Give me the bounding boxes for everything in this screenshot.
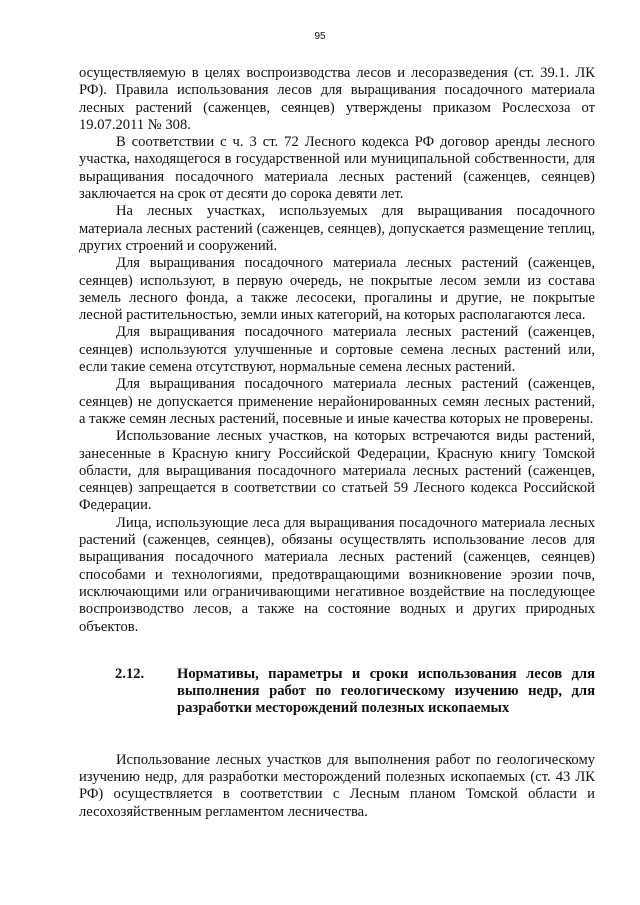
page-number: 95 <box>314 31 326 42</box>
paragraph-red-book: Использование лесных участков, на которых встречаются виды растений, занесенные в Красную книгу Российской Федерации, Красную книгу Томской области, для выращивания посадочного материала лесных растений (саженцев, сеянцев) запрещается в соответствии со статьей 59 Лесного кодекса Российской Федерации. <box>79 428 595 514</box>
paragraph-land-use: Для выращивания посадочного материала лесных растений (саженцев, сеянцев) используют, в первую очередь, не покрытые лесом земли из состава земель лесного фонда, а также лесосеки, прогалины и другие, не покрытые лесной растительностью, земли иных категорий, на которых располагаются леса. <box>79 255 595 324</box>
section-spacer <box>79 718 595 752</box>
paragraph-continuation: осуществляемую в целях воспроизводства лесов и лесоразведения (ст. 39.1. ЛК РФ). Правила использования лесов для выращивания посадочного материала лесных растений (саженцев, сеянцев) утверждены приказом Рослесхоза от 19.07.2011 № 308. <box>79 65 595 133</box>
paragraph-obligations: Лица, использующие леса для выращивания посадочного материала лесных растений (саженцев, сеянцев), обязаны осуществлять использование лесов для выращивания посадочного материала лесных растений (саженцев, сеянцев) способами и технологиями, предотвращающими возникновение эрозии почв, исключающими или ограничивающими негативное воздействие на последующее воспроизводство лесов, а также на состояние водных и других природных объектов. <box>79 514 595 635</box>
paragraph-geology: Использование лесных участков для выполнения работ по геологическому изучению недр, для разработки месторождений полезных ископаемых (ст. 43 ЛК РФ) осуществляется в соответствии с Лесным планом Томской области и лесохозяйственным регламентом лесничества. <box>79 751 595 820</box>
paragraph-greenhouses: На лесных участках, используемых для выращивания посадочного материала лесных растений (саженцев, сеянцев), допускается размещение теплиц, других строений и сооружений. <box>79 203 595 254</box>
section-number: 2.12. <box>115 665 145 682</box>
paragraph-seeds: Для выращивания посадочного материала лесных растений (саженцев, сеянцев) используются улучшенные и сортовые семена лесных растений или, если такие семена отсутствуют, нормальные семена лесных растений. <box>79 324 595 376</box>
body-text <box>79 65 595 821</box>
paragraph-lease-term: В соответствии с ч. 3 ст. 72 Лесного кодекса РФ договор аренды лесного участка, находящегося в государственной или муниципальной собственности, для выращивания посадочного материала лесных растений (саженцев, сеянцев) заключается на срок от десяти до сорока девяти лет. <box>79 134 595 203</box>
section-title: Нормативы, параметры и сроки использования лесов для выполнения работ по геологическому изучению недр, для разработки месторождений полезных ископаемых <box>177 665 595 717</box>
section-heading <box>79 666 595 718</box>
paragraph-non-zoned-seeds: Для выращивания посадочного материала лесных растений (саженцев, сеянцев) не допускается применение нерайонированных семян лесных растений, а также семян лесных растений, посевные и иные качества которых не проверены. <box>79 376 595 427</box>
